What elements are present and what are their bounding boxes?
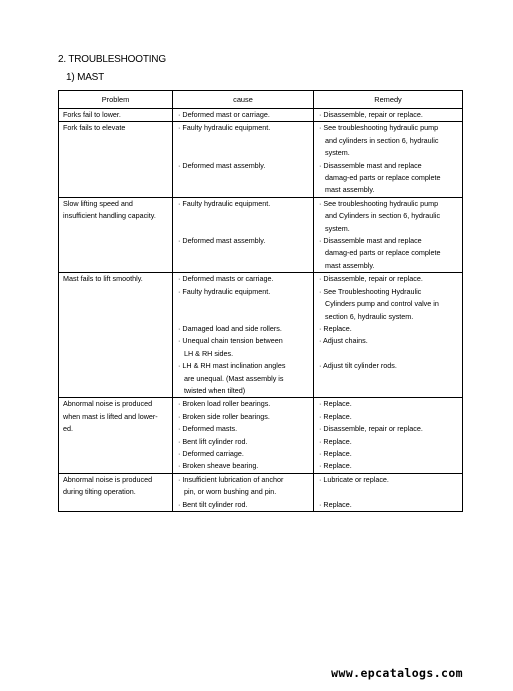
cause-item: · LH & RH mast inclination angles are unequal. (Mast assembly is twisted when tilted) xyxy=(178,361,286,395)
table-row xyxy=(59,197,463,272)
problem-text: Abnormal noise is produced xyxy=(63,474,153,484)
remedy-item: · Replace. xyxy=(319,411,352,421)
remedy-item: · Replace. xyxy=(319,461,352,471)
cause-cell xyxy=(173,273,314,398)
remedy-item: · See troubleshooting hydraulic pump and Cylinders in section 6, hydraulic system. xyxy=(319,198,441,233)
problem-text: Abnormal noise is produced xyxy=(63,399,153,409)
remedy-cell xyxy=(314,122,463,197)
cause-item: · Broken load roller bearings. xyxy=(178,399,271,409)
table-row xyxy=(59,273,463,398)
remedy-item: · Disassemble mast and replace damag-ed parts or replace complete mast assembly. xyxy=(319,236,441,270)
problem-text: Mast fails to lift smoothly. xyxy=(63,274,143,284)
remedy-item: · Adjust tilt cylinder rods. xyxy=(319,361,397,371)
cause-item: · Faulty hydraulic equipment. xyxy=(178,198,271,208)
table-row xyxy=(59,109,463,122)
problem-text: insufficient handling capacity. xyxy=(63,211,156,221)
table-row xyxy=(59,473,463,511)
problem-text: when mast is lifted and lower- xyxy=(63,411,158,421)
remedy-item: · Adjust chains. xyxy=(319,336,368,346)
cause-item: · Faulty hydraulic equipment. xyxy=(178,123,271,133)
subsection-title: 1) MAST xyxy=(66,72,105,83)
table-header-row xyxy=(59,91,463,109)
remedy-item: · Disassemble, repair or replace. xyxy=(319,274,423,284)
remedy-item: · Disassemble mast and replace damag-ed parts or replace complete mast assembly. xyxy=(319,160,441,195)
remedy-item: · Replace. xyxy=(319,436,352,446)
watermark-text: www.epcatalogs.com xyxy=(331,666,463,680)
problem-cell xyxy=(59,109,173,122)
cause-cell xyxy=(173,473,314,511)
cause-item: · Deformed masts or carriage. xyxy=(178,274,274,284)
cause-item: · Bent lift cylinder rod. xyxy=(178,436,248,446)
problem-text: Fork fails to elevate xyxy=(63,123,126,133)
section-title: 2. TROUBLESHOOTING xyxy=(58,54,166,65)
remedy-cell xyxy=(314,398,463,473)
problem-cell xyxy=(59,122,173,197)
remedy-item: · Lubricate or replace. xyxy=(319,474,389,484)
cause-item: · Bent tilt cylinder rod. xyxy=(178,499,248,509)
problem-text: Slow lifting speed and xyxy=(63,198,133,208)
remedy-item: · Disassemble, repair or replace. xyxy=(319,424,423,434)
header-remedy: Remedy xyxy=(314,91,463,109)
table-row xyxy=(59,122,463,197)
cause-item: · Faulty hydraulic equipment. xyxy=(178,286,271,296)
problem-cell xyxy=(59,473,173,511)
remedy-item: · Replace. xyxy=(319,448,352,458)
header-cause: cause xyxy=(173,91,314,109)
remedy-item: · Replace. xyxy=(319,323,352,333)
cause-cell xyxy=(173,122,314,197)
cause-item: · Insufficient lubrication of anchor pin, or worn bushing and pin. xyxy=(178,474,284,497)
cause-item: · Deformed carriage. xyxy=(178,448,244,458)
problem-cell xyxy=(59,273,173,398)
cause-item: · Broken sheave bearing. xyxy=(178,461,259,471)
remedy-item: · Replace. xyxy=(319,399,352,409)
header-problem: Problem xyxy=(59,91,173,109)
problem-text: during tilting operation. xyxy=(63,487,136,497)
remedy-cell xyxy=(314,273,463,398)
troubleshooting-table xyxy=(58,90,463,512)
cause-cell xyxy=(173,197,314,272)
problem-cell xyxy=(59,197,173,272)
problem-text: ed. xyxy=(63,424,73,434)
cause-item: · Deformed mast or carriage. xyxy=(178,110,270,119)
cause-item: · Deformed masts. xyxy=(178,424,238,434)
remedy-item: · See Troubleshooting Hydraulic Cylinders pump and control valve in section 6, hydraulic system. xyxy=(319,286,439,321)
problem-text: Forks fail to lower. xyxy=(63,110,121,119)
cause-item: · Damaged load and side rollers. xyxy=(178,323,282,333)
remedy-item: · Replace. xyxy=(319,499,352,509)
cause-cell xyxy=(173,109,314,122)
cause-item: · Broken side roller bearings. xyxy=(178,411,270,421)
remedy-item: · See troubleshooting hydraulic pump and cylinders in section 6, hydraulic system. xyxy=(319,123,439,158)
remedy-cell xyxy=(314,473,463,511)
cause-item: · Unequal chain tension between LH & RH sides. xyxy=(178,336,283,358)
remedy-cell xyxy=(314,109,463,122)
cause-cell xyxy=(173,398,314,473)
table-row xyxy=(59,398,463,473)
remedy-item: · Disassemble, repair or replace. xyxy=(319,110,423,119)
cause-item: · Deformed mast assembly. xyxy=(178,236,266,246)
problem-cell xyxy=(59,398,173,473)
remedy-cell xyxy=(314,197,463,272)
cause-item: · Deformed mast assembly. xyxy=(178,160,266,170)
